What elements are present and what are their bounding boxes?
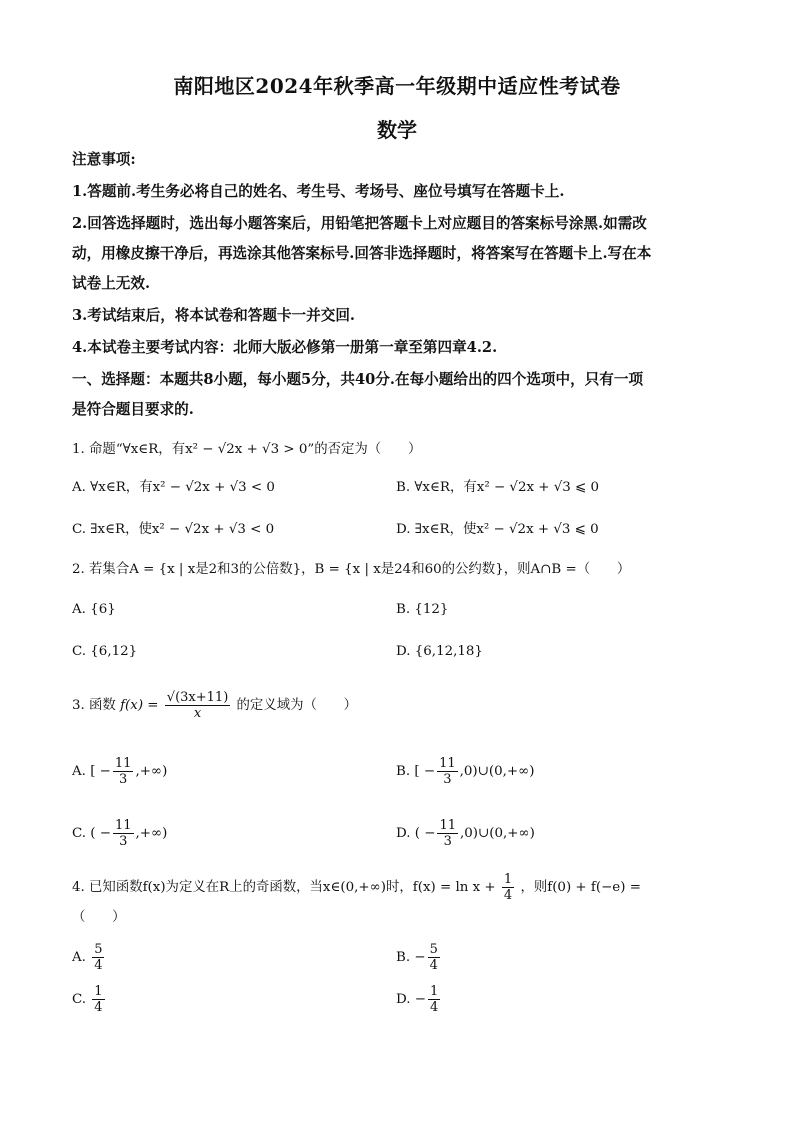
question-3-option-c (72, 818, 167, 849)
note-item: 试卷上无效. (72, 275, 151, 292)
option-sign: − (414, 992, 427, 1007)
notes-heading: 注意事项: (72, 151, 136, 168)
question-3-option-a (72, 756, 167, 787)
question-4-stem (72, 872, 641, 903)
option-label: A. (72, 950, 86, 965)
question-1-option-b: B. ∀x∈R，有x² − √2x + √3 ⩽ 0 (396, 480, 600, 495)
question-2-option-b: B. {12} (396, 602, 449, 617)
option-fraction (437, 818, 458, 849)
option-label: D. (396, 826, 411, 841)
fraction-denominator: x (193, 706, 202, 721)
option-fraction (92, 984, 104, 1015)
note-item: 3.考试结束后，将本试卷和答题卡一并交回. (72, 307, 356, 324)
option-interval-end: ,+∞) (135, 764, 168, 779)
subject-title: 数学 (377, 118, 417, 142)
question-1-stem: 1. 命题“∀x∈R，有x² − √2x + √3 > 0”的否定为（ ） (72, 442, 422, 457)
question-3-option-b (396, 756, 534, 787)
question-3-function: f(x) = (120, 698, 159, 713)
option-interval-end: ,+∞) (135, 826, 168, 841)
option-interval-start: [ − (90, 764, 111, 779)
fraction-numerator: 11 (439, 818, 457, 833)
option-label: D. (396, 992, 411, 1007)
option-interval-end: ,0)∪(0,+∞) (459, 764, 535, 779)
question-4-option-c (72, 984, 107, 1015)
fraction-denominator: 3 (443, 834, 452, 849)
note-item: 4.本试卷主要考试内容：北师大版必修第一册第一章至第四章4.2. (72, 339, 498, 356)
option-label: A. (72, 764, 86, 779)
fraction-numerator: √(3x+11) (166, 690, 229, 705)
question-2-option-c: C. {6,12} (72, 644, 138, 659)
option-label: B. (396, 764, 411, 779)
option-interval-start: [ − (414, 764, 436, 779)
option-fraction (428, 942, 440, 973)
fraction-numerator: 1 (503, 872, 513, 887)
question-4-part1: 4. 已知函数f(x)为定义在R上的奇函数，当x∈(0,+∞)时，f(x) = ln x + (72, 880, 496, 895)
note-item: 2.回答选择题时，选出每小题答案后，用铅笔把答题卡上对应题目的答案标号涂黑.如需改 (72, 215, 647, 232)
fraction-denominator: 3 (443, 772, 452, 787)
question-4-option-a (72, 942, 106, 973)
question-3-stem (72, 690, 357, 721)
fraction-denominator: 4 (94, 1000, 103, 1015)
question-4-option-b (396, 942, 442, 973)
section-heading-line2: 是符合题目要求的. (72, 401, 194, 418)
option-label: C. (72, 992, 87, 1007)
option-label: B. (396, 950, 411, 965)
option-interval-start: ( − (90, 826, 111, 841)
question-1-option-c: C. ∃x∈R，使x² − √2x + √3 < 0 (72, 522, 275, 537)
question-2-option-d: D. {6,12,18} (396, 644, 483, 659)
option-interval-start: ( − (414, 826, 436, 841)
question-4-stem-line2: （ ） (72, 910, 126, 925)
option-fraction (437, 756, 458, 787)
question-2-option-a: A. {6} (72, 602, 116, 617)
exam-title: 南阳地区2024年秋季高一年级期中适应性考试卷 (173, 74, 621, 98)
fraction-denominator: 4 (94, 958, 103, 973)
section-heading-line1: 一、选择题：本题共8小题，每小题5分，共40分.在每小题给出的四个选项中，只有一项 (72, 371, 644, 388)
fraction-denominator: 4 (429, 958, 438, 973)
note-item: 动，用橡皮擦干净后，再选涂其他答案标号.回答非选择题时，将答案写在答题卡上.写在本 (72, 245, 652, 262)
fraction-numerator: 1 (430, 984, 439, 999)
fraction-denominator: 4 (503, 888, 513, 903)
fraction-denominator: 3 (119, 834, 128, 849)
option-label: C. (72, 826, 87, 841)
fraction-denominator: 3 (119, 772, 128, 787)
question-3-prefix: 3. 函数 (72, 698, 116, 713)
option-fraction (113, 818, 134, 849)
question-4-option-d (396, 984, 442, 1015)
question-4-fraction (502, 872, 514, 903)
fraction-numerator: 1 (94, 984, 103, 999)
question-4-part2: ，则f(0) + f(−e) = (520, 880, 641, 895)
note-item: 1.答题前.考生务必将自己的姓名、考生号、考场号、座位号填写在答题卡上. (72, 183, 565, 200)
question-1-option-a: A. ∀x∈R，有x² − √2x + √3 < 0 (72, 480, 275, 495)
option-fraction (428, 984, 440, 1015)
fraction-numerator: 11 (114, 756, 132, 771)
fraction-numerator: 11 (439, 756, 456, 771)
option-sign: − (414, 950, 426, 965)
fraction-numerator: 11 (115, 818, 132, 833)
question-2-stem: 2. 若集合A = {x | x是2和3的公倍数}，B = {x | x是24和60的公约数}，则A∩B =（ ） (72, 562, 631, 577)
option-fraction (92, 942, 104, 973)
fraction-numerator: 5 (94, 942, 103, 957)
question-3-suffix: 的定义域为（ ） (236, 698, 358, 713)
question-1-option-d: D. ∃x∈R，使x² − √2x + √3 ⩽ 0 (396, 522, 599, 537)
question-3-option-d (396, 818, 535, 849)
fraction-denominator: 4 (430, 1000, 439, 1015)
option-interval-end: ,0)∪(0,+∞) (460, 826, 535, 841)
option-fraction (113, 756, 134, 787)
question-3-fraction (165, 690, 230, 721)
fraction-numerator: 5 (429, 942, 438, 957)
